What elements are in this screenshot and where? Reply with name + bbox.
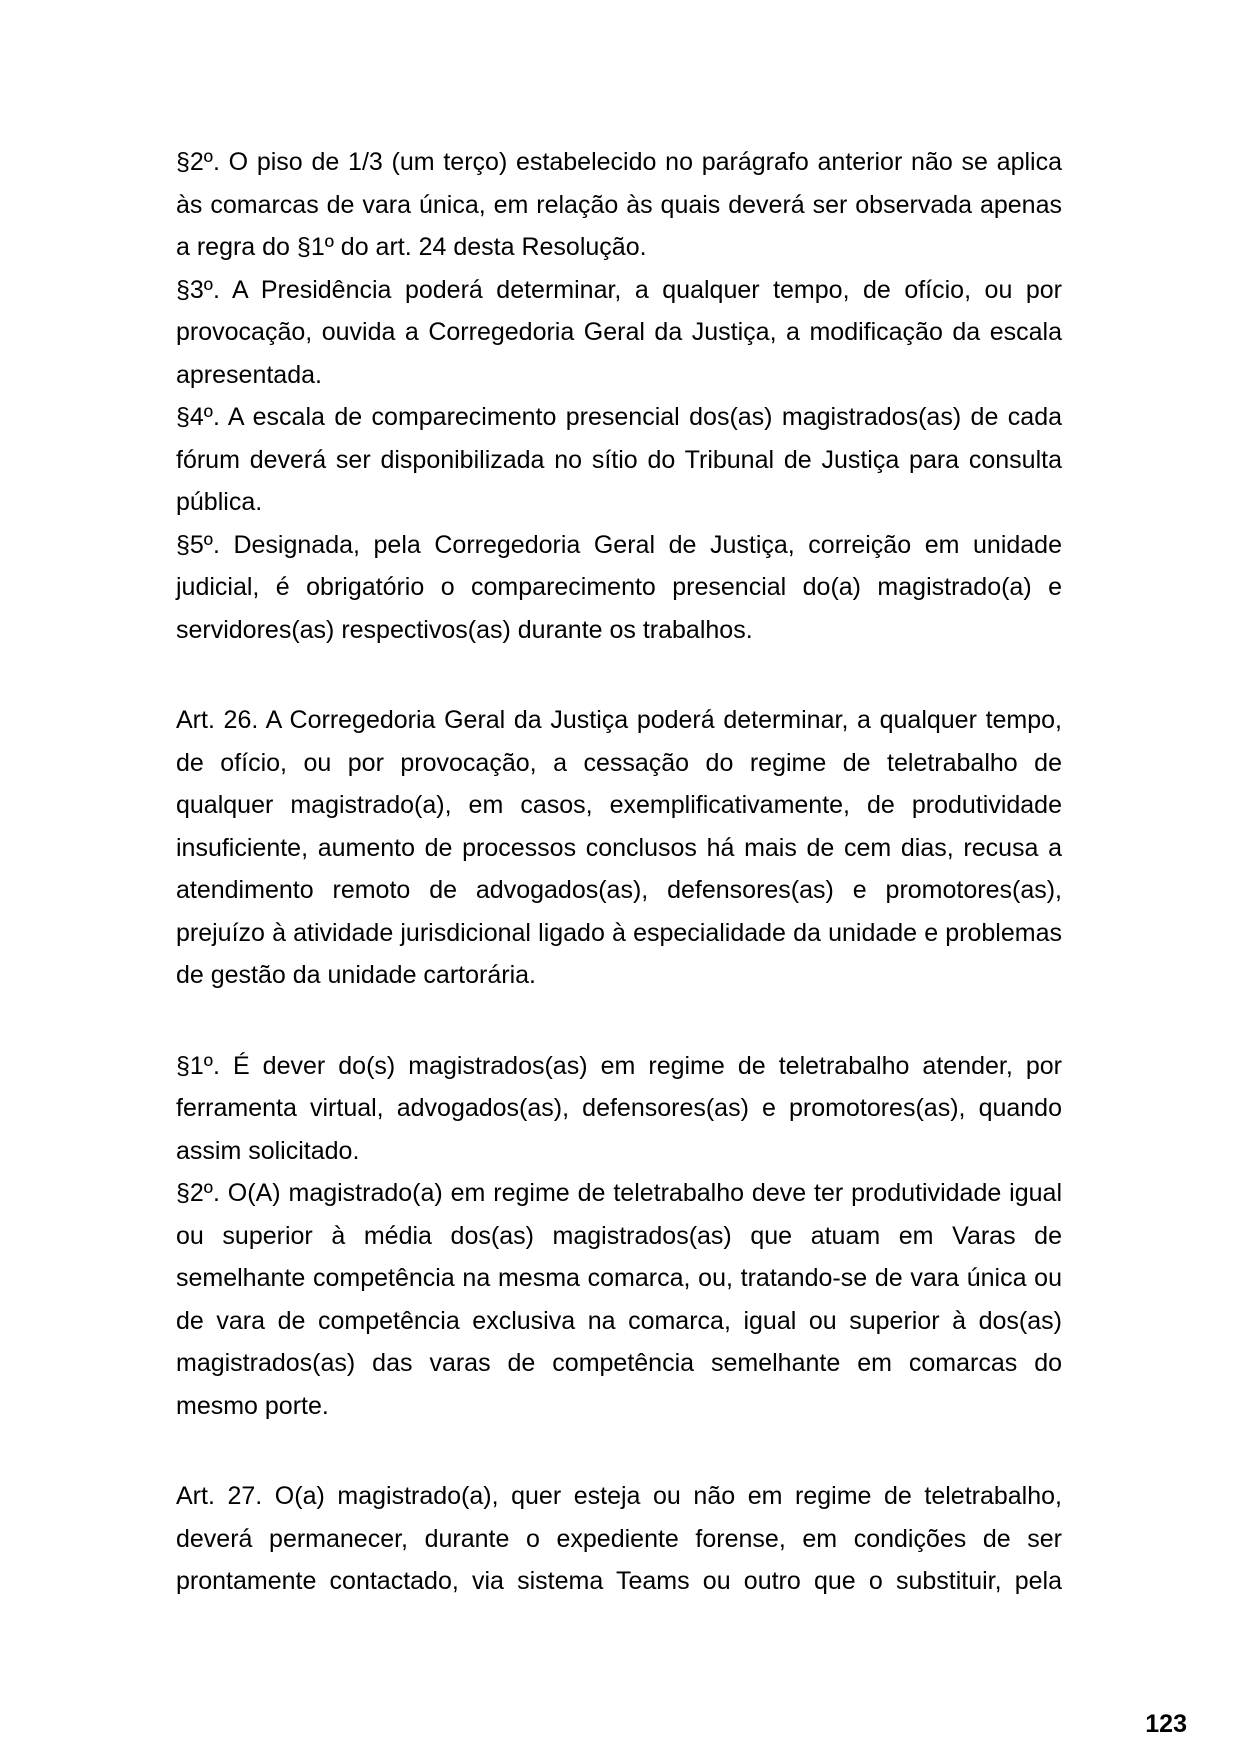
text-line: apresentada. — [176, 360, 322, 389]
paragraph-s4-art25 — [176, 396, 1062, 524]
paragraph-s1-art26 — [176, 1045, 1062, 1173]
paragraph-s2-art25 — [176, 141, 1062, 269]
paragraph-art27 — [176, 1475, 1062, 1603]
text-line: prontamente contactado, via sistema Teams ou outro que o substituir, pela — [176, 1567, 1062, 1595]
text-line: pública. — [176, 488, 263, 516]
text-line: assim solicitado. — [176, 1136, 360, 1165]
paragraph-art26 — [176, 699, 1062, 997]
text-line: Art. 27. O(a) magistrado(a), quer esteja ou não em regime de teletrabalho, — [176, 1482, 1062, 1510]
text-line: ou superior à média dos(as) magistrados(as) que atuam em Varas de — [176, 1221, 1062, 1250]
text-line: de vara de competência exclusiva na comarca, igual ou superior à dos(as) — [176, 1306, 1062, 1335]
text-line: mesmo porte. — [176, 1391, 329, 1420]
paragraph-s3-art25 — [176, 269, 1062, 397]
page-number: 123 — [1145, 1710, 1187, 1738]
text-line: §2º. O piso de 1/3 (um terço) estabelecido no parágrafo anterior não se aplica — [176, 148, 1062, 176]
text-line: §2º. O(A) magistrado(a) em regime de teletrabalho deve ter produtividade igual — [176, 1179, 1062, 1207]
paragraph-s2-art26 — [176, 1172, 1062, 1427]
text-line: provocação, ouvida a Corregedoria Geral da Justiça, a modificação da escala — [176, 318, 1062, 346]
text-line: prejuízo à atividade jurisdicional ligado à especialidade da unidade e problemas — [176, 918, 1062, 947]
text-line: §5º. Designada, pela Corregedoria Geral de Justiça, correição em unidade — [176, 530, 1062, 559]
text-line: servidores(as) respectivos(as) durante os trabalhos. — [176, 615, 753, 644]
text-block — [176, 141, 1062, 1603]
text-line: às comarcas de vara única, em relação às quais deverá ser observada apenas — [176, 190, 1062, 219]
text-line: §1º. É dever do(s) magistrados(as) em regime de teletrabalho atender, por — [176, 1051, 1062, 1080]
text-line: insuficiente, aumento de processos conclusos há mais de cem dias, recusa a — [176, 833, 1062, 862]
text-line: judicial, é obrigatório o comparecimento presencial do(a) magistrado(a) e — [176, 573, 1062, 601]
text-line: magistrados(as) das varas de competência semelhante em comarcas do — [176, 1349, 1062, 1377]
text-line: atendimento remoto de advogados(as), defensores(as) e promotores(as), — [176, 876, 1062, 904]
text-line: semelhante competência na mesma comarca, ou, tratando-se de vara única ou — [176, 1264, 1062, 1292]
paragraph-s5-art25 — [176, 524, 1062, 652]
text-line: a regra do §1º do art. 24 desta Resolução. — [176, 233, 647, 261]
text-line: fórum deverá ser disponibilizada no sítio do Tribunal de Justiça para consulta — [176, 445, 1062, 474]
text-line: Art. 26. A Corregedoria Geral da Justiça poderá determinar, a qualquer tempo, — [176, 706, 1062, 734]
text-line: deverá permanecer, durante o expediente forense, em condições de ser — [176, 1524, 1062, 1553]
text-line: de ofício, ou por provocação, a cessação do regime de teletrabalho de — [176, 748, 1062, 777]
text-line: §3º. A Presidência poderá determinar, a qualquer tempo, de ofício, ou por — [176, 275, 1062, 304]
text-line: §4º. A escala de comparecimento presencial dos(as) magistrados(as) de cada — [176, 403, 1062, 431]
text-line: qualquer magistrado(a), em casos, exemplificativamente, de produtividade — [176, 791, 1062, 819]
text-line: ferramenta virtual, advogados(as), defensores(as) e promotores(as), quando — [176, 1094, 1062, 1122]
text-line: de gestão da unidade cartorária. — [176, 961, 536, 989]
